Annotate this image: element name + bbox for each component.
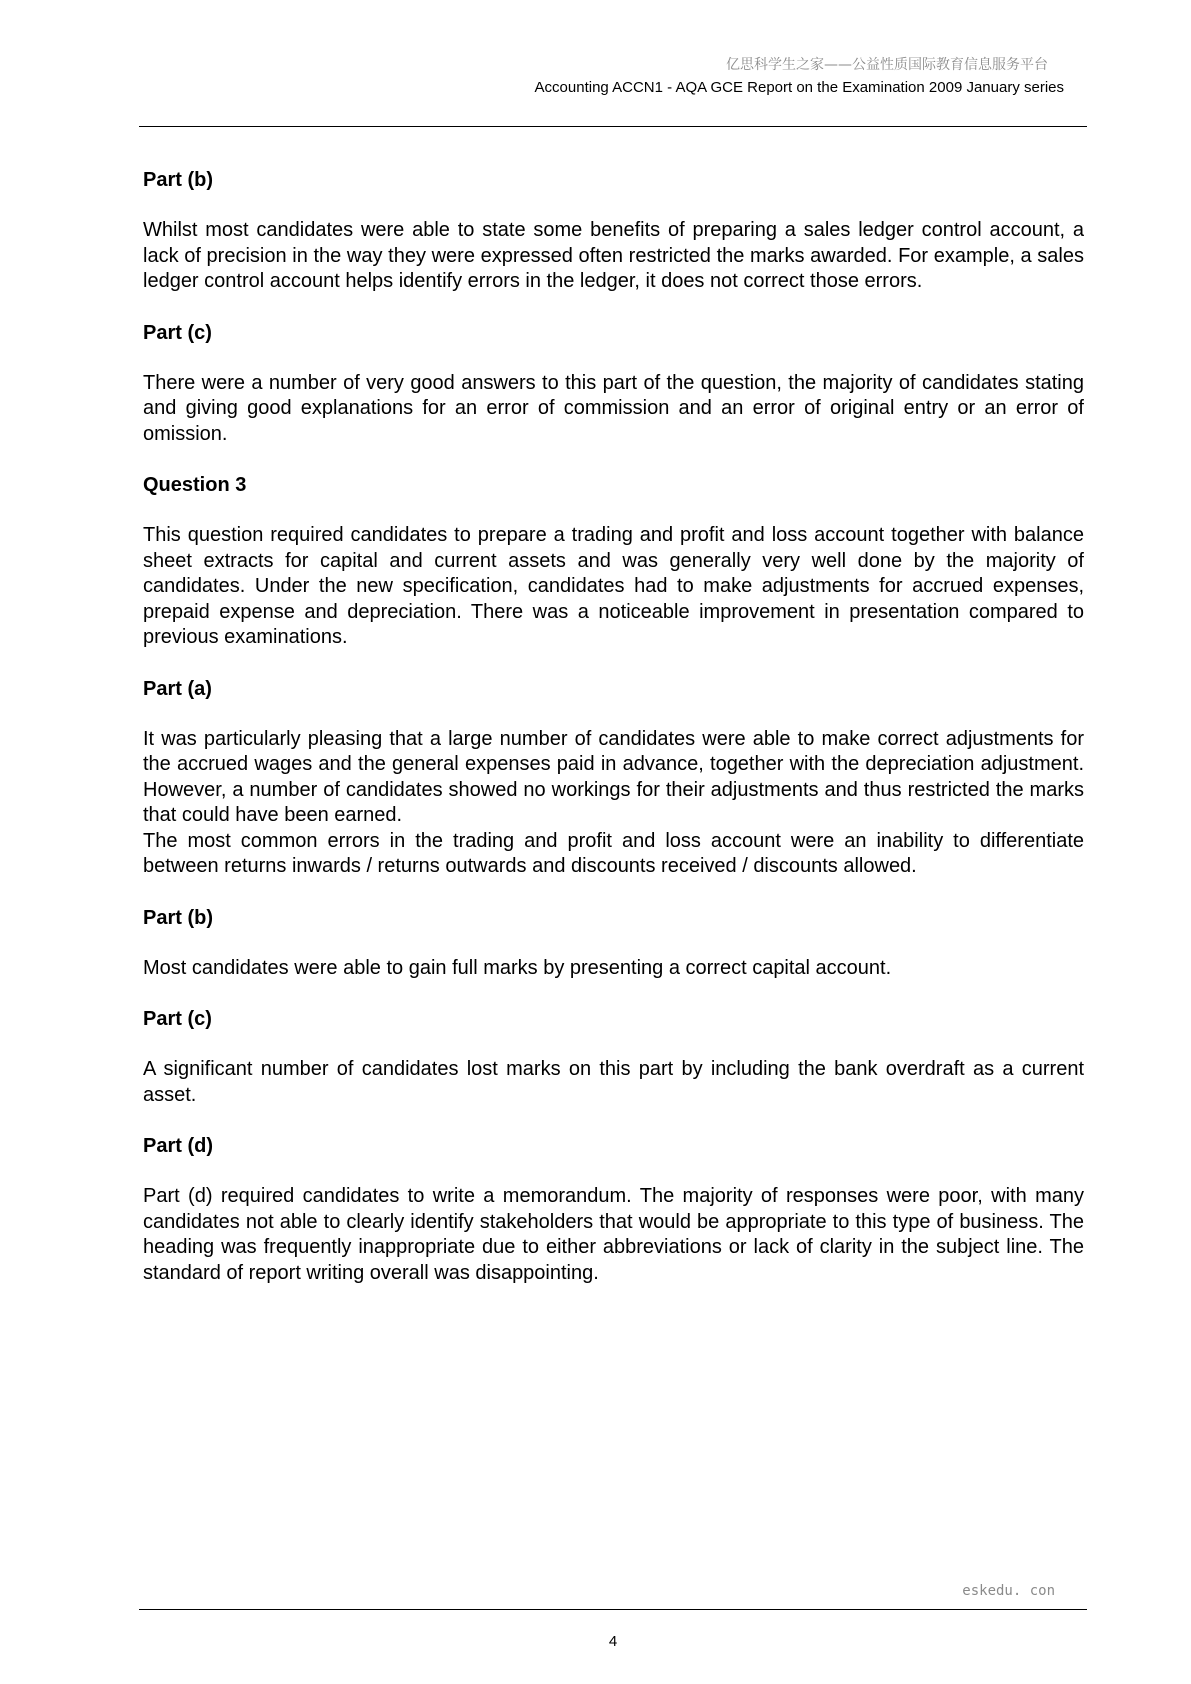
section-heading: Part (d) (143, 1135, 213, 1157)
section-part-b-q2 (143, 167, 1084, 295)
section-part-c-q3 (143, 1006, 1084, 1108)
header-watermark: 亿思科学生之家——公益性质国际教育信息服务平台 (726, 57, 1048, 73)
paragraph: It was particularly pleasing that a large number of candidates were able to make correct adjustments for the accrued wages and the general expenses paid in advance, together with the depreciation adjustment. However, a number of candidates showed no workings for their adjustments and thus restricted the marks that could have been earned. (143, 727, 1084, 826)
section-part-a-q3 (143, 676, 1084, 880)
page-number: 4 (608, 1633, 618, 1650)
question-heading: Question 3 (143, 474, 247, 496)
paragraph: The most common errors in the trading and profit and loss account were an inability to differentiate between returns inwards / returns outwards and discounts received / discounts allowed. (143, 829, 1084, 877)
section-heading: Part (c) (143, 321, 212, 344)
paragraph: This question required candidates to prepare a trading and profit and loss account together with balance sheet extracts for capital and current assets and was generally very well done by the majority of candidates. Under the new specification, candidates had to make adjustments for accrued expenses, prepaid expense and depreciation. There was a noticeable improvement in presentation compared to previous examinations. (143, 524, 1084, 648)
paragraph: Most candidates were able to gain full marks by presenting a correct capital account. (143, 956, 892, 979)
section-part-b-q3 (143, 905, 1084, 982)
paragraph: A significant number of candidates lost marks on this part by including the bank overdraft as a current asset. (143, 1058, 1084, 1106)
section-question-3 (143, 472, 1084, 651)
footer-divider (139, 1609, 1087, 1610)
section-heading: Part (a) (143, 677, 212, 700)
paragraph: Part (d) required candidates to write a memorandum. The majority of responses were poor, with many candidates not able to clearly identify stakeholders that would be appropriate to this type of business. The heading was frequently inappropriate due to either abbreviations or lack of clarity in the subject line. The standard of report writing overall was disappointing. (143, 1185, 1084, 1284)
footer-watermark: eskedu. con (962, 1583, 1055, 1599)
paragraph: There were a number of very good answers to this part of the question, the majority of candidates stating and giving good explanations for an error of commission and an error of original entry or an error of omission. (143, 371, 1084, 445)
section-heading: Part (c) (143, 1008, 212, 1030)
section-heading: Part (b) (143, 906, 213, 929)
report-body (143, 167, 1084, 1311)
section-part-d-q3 (143, 1133, 1084, 1286)
paragraph: Whilst most candidates were able to state some benefits of preparing a sales ledger control account, a lack of precision in the way they were expressed often restricted the marks awarded. For example, a sales ledger control account helps identify errors in the ledger, it does not correct those errors. (143, 219, 1084, 292)
header-divider (139, 126, 1087, 127)
running-header-title: Accounting ACCN1 - AQA GCE Report on the Examination 2009 January series (534, 79, 1064, 96)
section-heading: Part (b) (143, 169, 213, 191)
section-part-c-q2 (143, 320, 1084, 448)
